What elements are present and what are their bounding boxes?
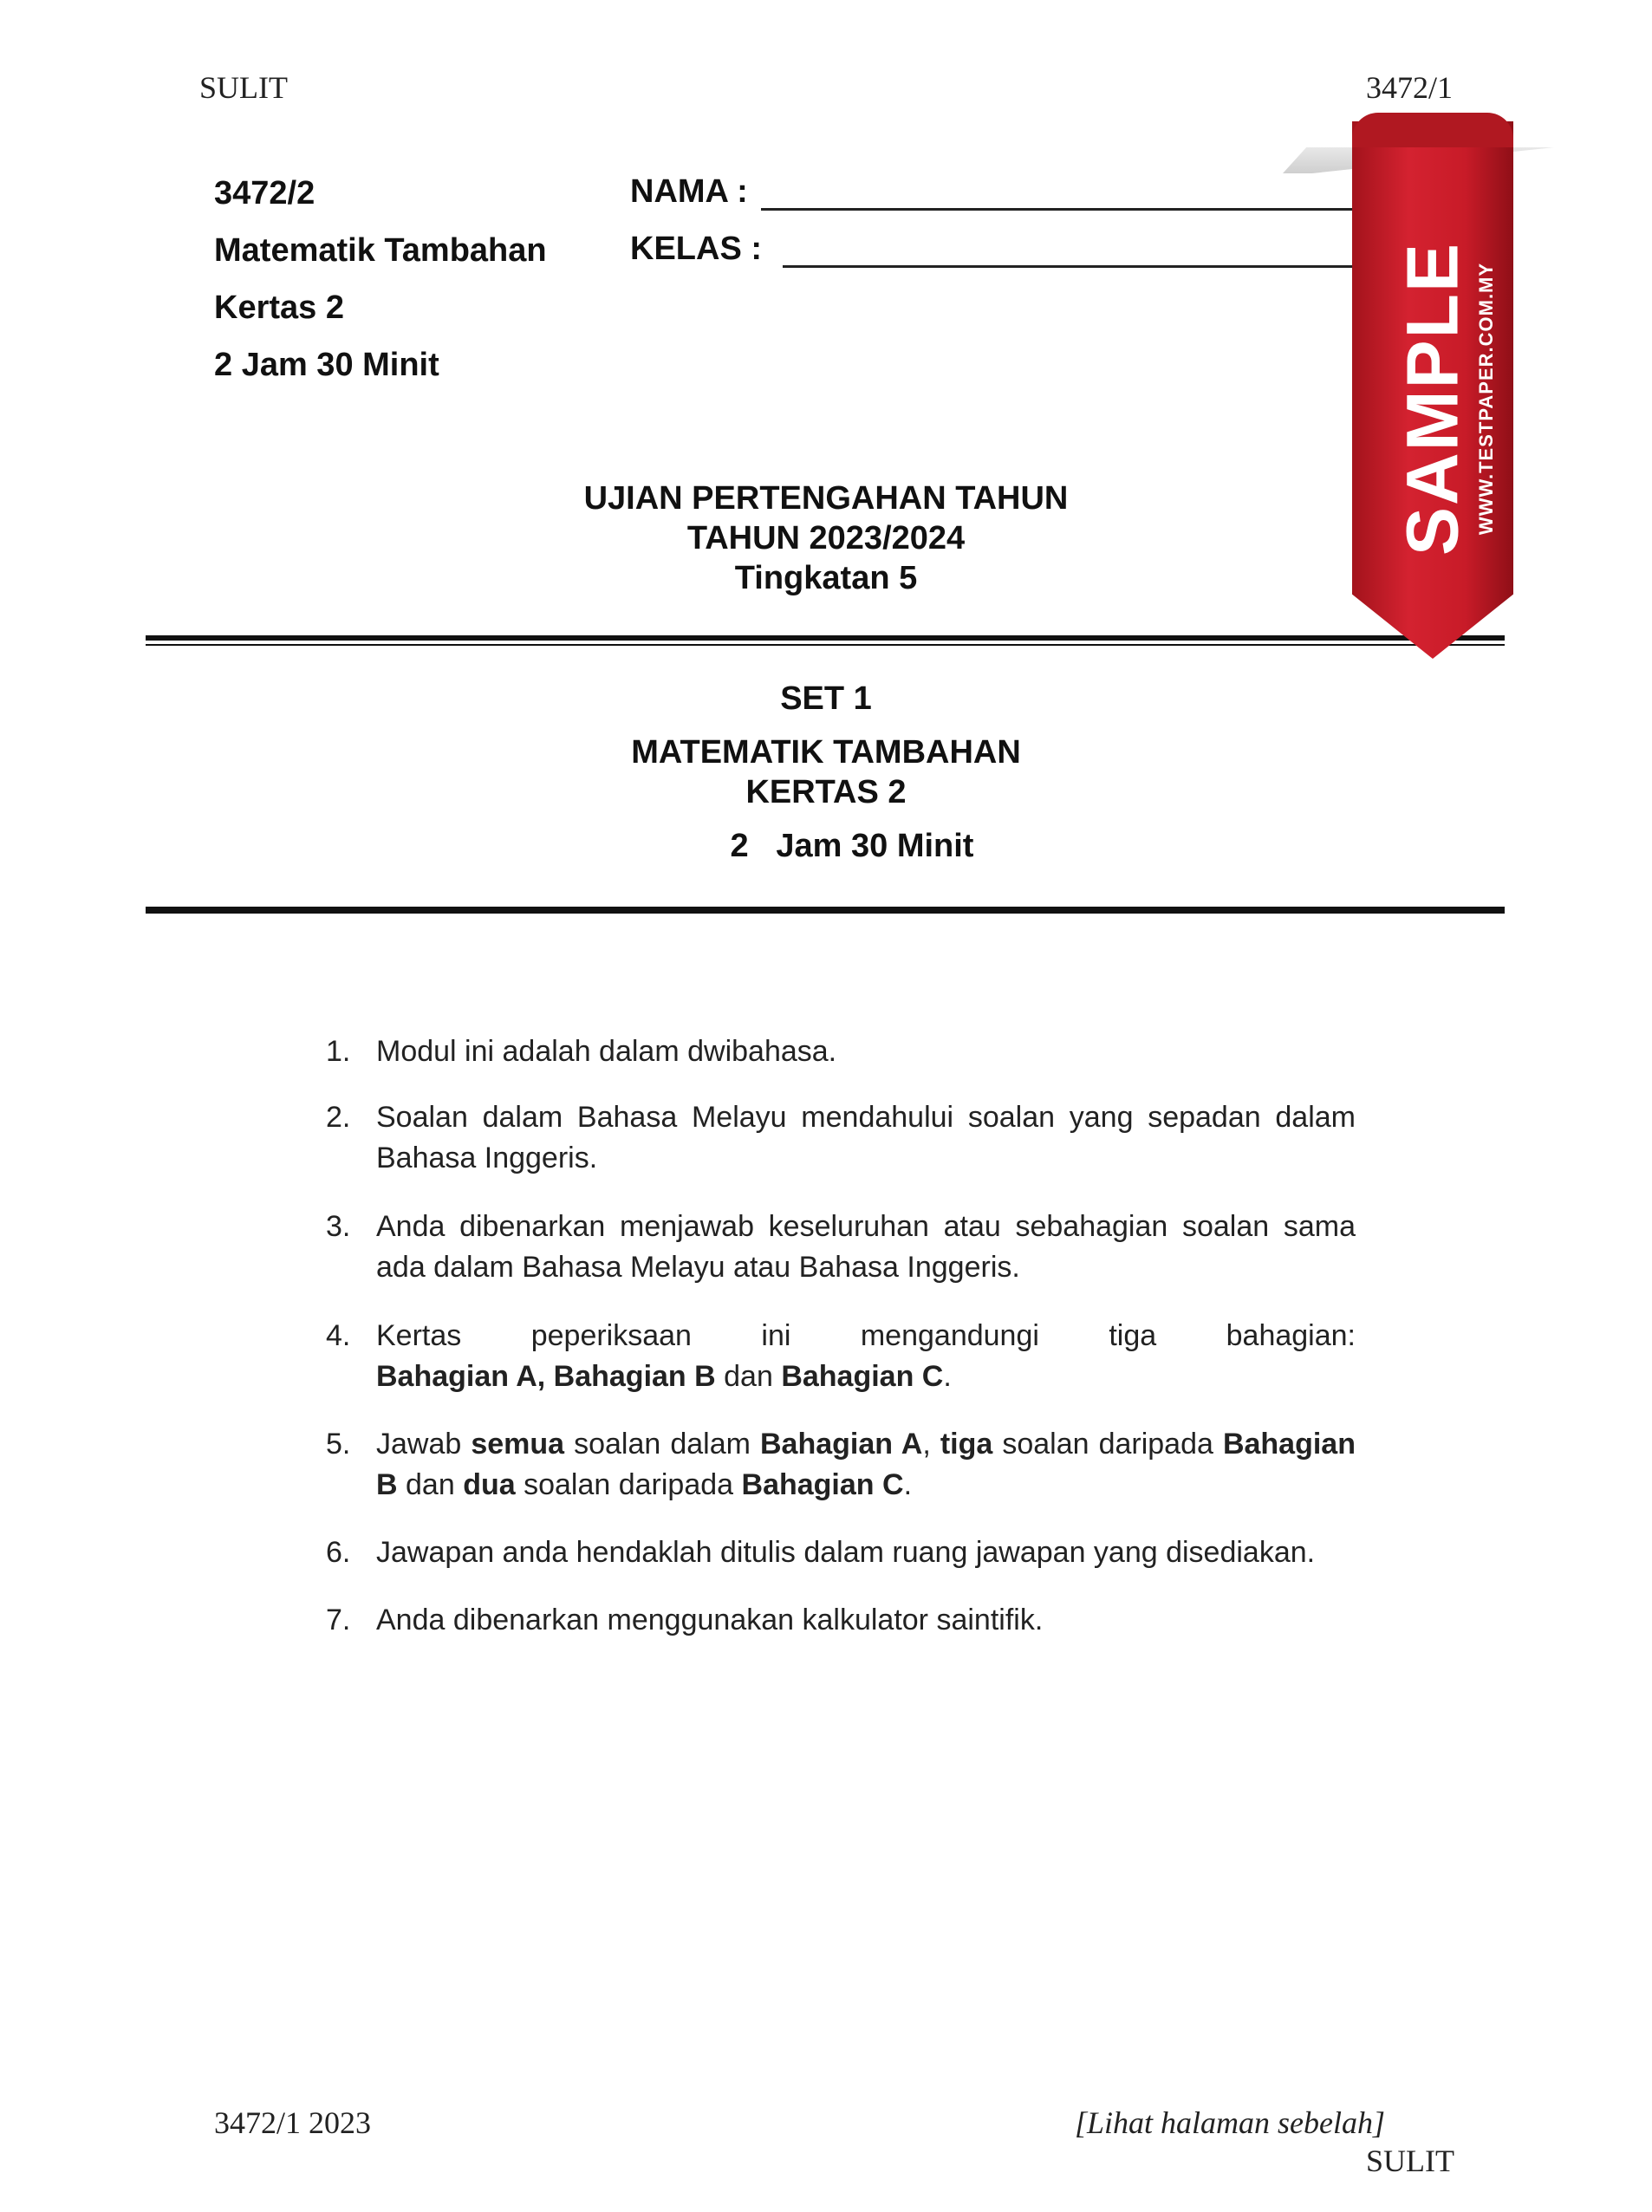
set-duration	[0, 828, 1652, 865]
instruction-5-part: soalan dalam	[564, 1428, 760, 1461]
kelas-label: KELAS :	[630, 231, 762, 267]
kelas-field[interactable]	[783, 265, 1368, 268]
instruction-5-part: soalan daripada	[515, 1468, 742, 1501]
instruction-5	[326, 1424, 1356, 1506]
set-duration-num: 2	[730, 828, 749, 864]
footer-next-page: [Lihat halaman sebelah]	[1075, 2105, 1386, 2140]
instruction-4	[326, 1316, 1356, 1397]
instruction-5-bold: Bahagian A	[759, 1428, 923, 1461]
instruction-5-bold: semua	[471, 1428, 565, 1461]
set-subject-block	[0, 732, 1652, 812]
footer-code: 3472/1 2023	[214, 2105, 372, 2140]
instruction-7	[326, 1600, 1356, 1641]
instruction-5-bold: tiga	[940, 1428, 993, 1461]
instruction-5-part: soalan daripada	[992, 1428, 1223, 1461]
instruction-3	[326, 1207, 1356, 1288]
instruction-6	[326, 1532, 1356, 1573]
paper-code: 3472/2	[214, 175, 315, 211]
instruction-4-dan: dan	[715, 1360, 782, 1393]
instruction-4-bold2: Bahagian C	[781, 1360, 944, 1393]
instruction-text: Soalan dalam Bahasa Melayu mendahului soalan yang sepadan dalam Bahasa Inggeris.	[376, 1101, 1356, 1174]
paper-duration: 2 Jam 30 Minit	[214, 347, 439, 383]
instruction-2	[326, 1097, 1356, 1179]
instruction-number: 1.	[326, 1035, 351, 1068]
instruction-1	[326, 1031, 1356, 1072]
set-duration-text: Jam 30 Minit	[776, 828, 974, 864]
instruction-number: 4.	[326, 1319, 351, 1352]
instruction-5-bold: dua	[463, 1468, 516, 1501]
paper-subject: Matematik Tambahan	[214, 232, 547, 269]
instruction-number: 2.	[326, 1101, 351, 1134]
header-code: 3472/1	[1366, 70, 1454, 105]
instruction-text: Anda dibenarkan menggunakan kalkulator saintifik.	[376, 1604, 1044, 1636]
set-subject: MATEMATIK TAMBAHAN	[631, 734, 1021, 771]
footer-classification: SULIT	[1366, 2144, 1454, 2178]
instruction-text: Anda dibenarkan menjawab keseluruhan atau sebahagian soalan sama ada dalam Bahasa Melayu atau Bahasa Inggeris.	[376, 1210, 1356, 1284]
ribbon-url-text: WWW.TESTPAPER.COM.MY	[1475, 262, 1497, 536]
instruction-4-line2	[376, 1356, 1356, 1397]
exam-title-line1: UJIAN PERTENGAHAN TAHUN	[583, 480, 1069, 517]
exam-title-line2: TAHUN 2023/2024	[686, 520, 966, 556]
ribbon-top	[1352, 113, 1513, 147]
instruction-text: Modul ini adalah dalam dwibahasa.	[376, 1035, 837, 1068]
ribbon-sample-text: SAMPLE	[1391, 241, 1473, 556]
instruction-4-bold1: Bahagian A, Bahagian B	[376, 1360, 716, 1393]
instruction-number: 5.	[326, 1428, 351, 1461]
instruction-5-part: dan	[397, 1468, 464, 1501]
paper-meta	[214, 165, 547, 394]
set-paper: KERTAS 2	[745, 774, 907, 810]
instruction-4-line1: Kertas peperiksaan ini mengandungi tiga bahagian:	[376, 1319, 1356, 1352]
header-classification: SULIT	[199, 70, 288, 105]
instruction-4-period: .	[943, 1360, 952, 1393]
instruction-number: 7.	[326, 1604, 351, 1636]
divider-bottom	[146, 907, 1505, 914]
nama-label: NAMA :	[630, 173, 748, 210]
instruction-5-part: .	[903, 1468, 913, 1501]
sample-ribbon	[1283, 113, 1577, 685]
set-title: SET 1	[780, 680, 872, 717]
instruction-number: 6.	[326, 1536, 351, 1569]
instruction-5-part: Jawab	[376, 1428, 472, 1461]
instruction-5-part: ,	[922, 1428, 940, 1461]
instruction-text	[376, 1316, 1356, 1397]
instruction-5-bold: Bahagian B	[376, 1428, 1356, 1501]
instruction-5-bold: Bahagian C	[741, 1468, 904, 1501]
exam-title-line3: Tingkatan 5	[734, 560, 918, 596]
paper-number: Kertas 2	[214, 290, 344, 326]
nama-field[interactable]	[761, 208, 1368, 211]
instruction-text	[376, 1424, 1356, 1506]
instruction-text: Jawapan anda hendaklah ditulis dalam ruang jawapan yang disediakan.	[376, 1536, 1316, 1569]
instruction-number: 3.	[326, 1210, 351, 1243]
